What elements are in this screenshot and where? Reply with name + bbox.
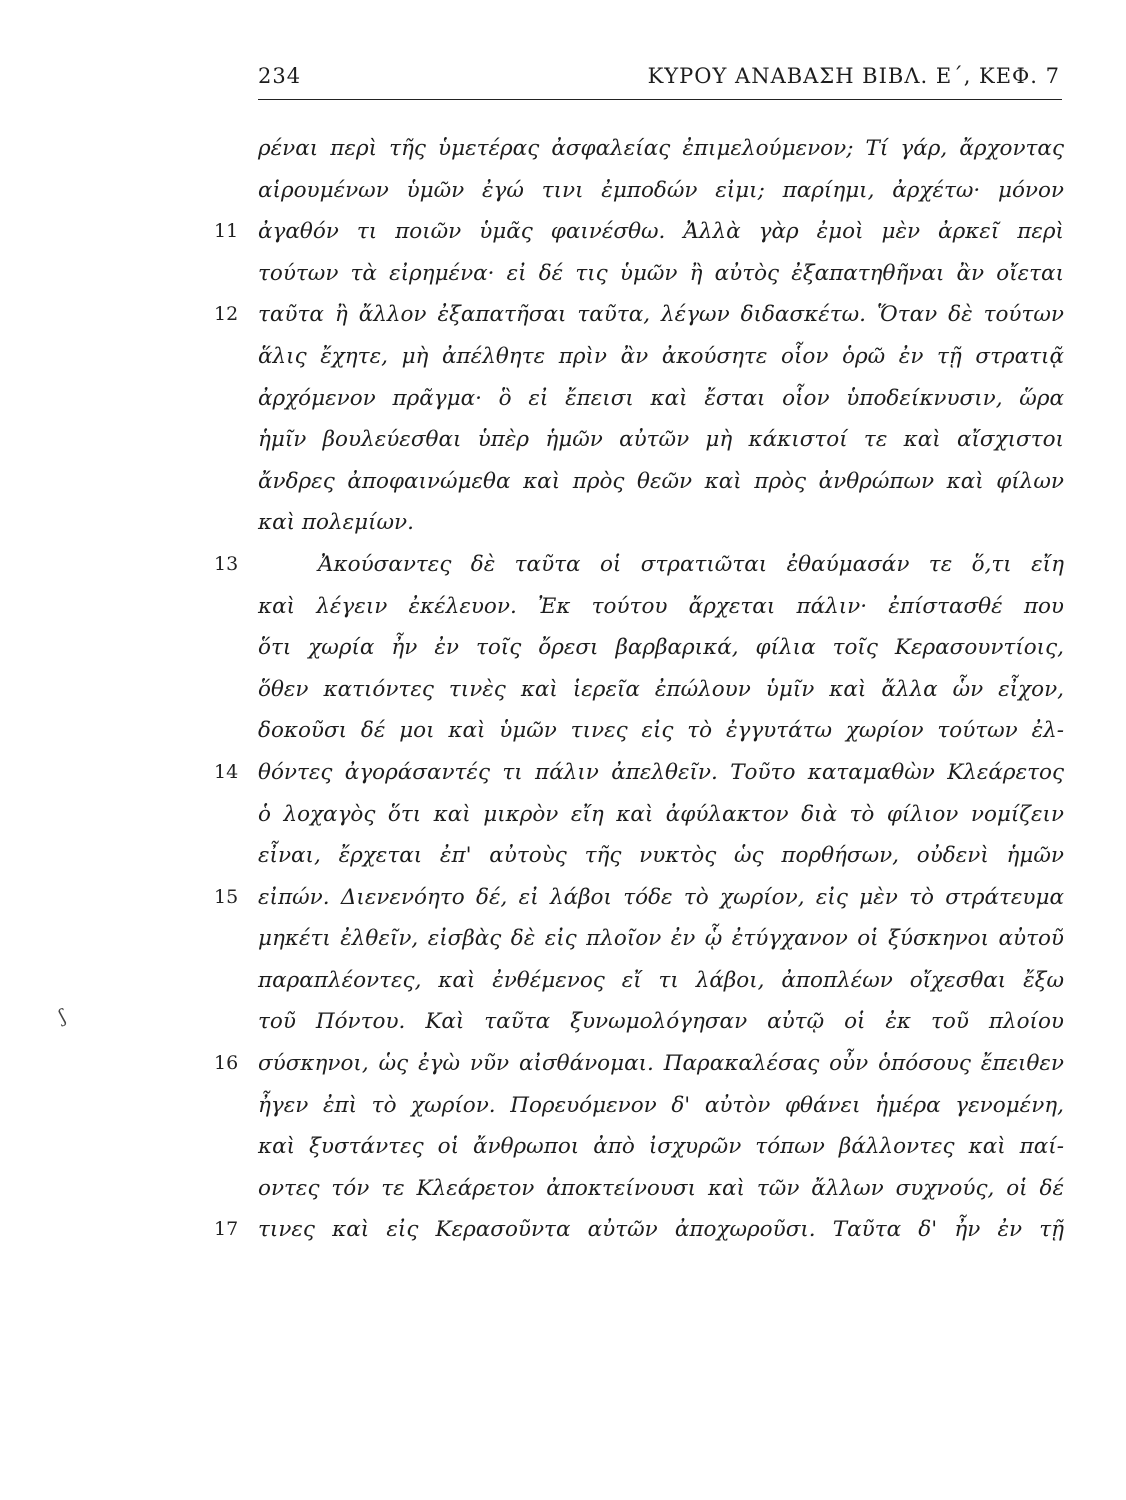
text-line	[214, 752, 1064, 794]
text-line	[258, 669, 1064, 711]
text-line	[214, 1209, 1064, 1251]
line-text: δοκοῦσι δέ μοι καὶ ὑμῶν τινες εἰς τὸ ἐγγυτάτω χωρίον τούτων ἐλ-	[258, 718, 1064, 744]
text-line	[214, 877, 1064, 919]
line-text: ἅλις ἔχητε, μὴ ἀπέλθητε πρὶν ἂν ἀκούσητε οἷον ὁρῶ ἐν τῇ στρατιᾷ	[258, 343, 1064, 369]
line-text: οντες τόν τε Κλεάρετον ἀποκτείνουσι καὶ τῶν ἄλλων συχνούς, οἱ δέ	[258, 1175, 1064, 1201]
line-text: καὶ ξυστάντες οἱ ἄνθρωποι ἀπὸ ἰσχυρῶν τόπων βάλλοντες καὶ παί-	[258, 1134, 1064, 1160]
text-line	[214, 211, 1064, 253]
text-line	[258, 1126, 1064, 1168]
line-text: θόντες ἀγοράσαντές τι πάλιν ἀπελθεῖν. Τοῦτο καταμαθὼν Κλεάρετος	[258, 759, 1064, 785]
text-line	[258, 461, 1064, 503]
text-line	[258, 710, 1064, 752]
page-number: 234	[258, 64, 302, 88]
text-line	[258, 835, 1064, 877]
line-text: εἶναι, ἔρχεται ἐπ' αὐτοὺς τῆς νυκτὸς ὡς πορθήσων, οὐδενὶ ἡμῶν	[258, 843, 1064, 869]
line-text: τοῦ Πόντου. Καὶ ταῦτα ξυνωμολόγησαν αὐτῷ οἱ ἐκ τοῦ πλοίου	[258, 1009, 1064, 1035]
section-number: 17	[214, 1218, 239, 1241]
text-line	[258, 794, 1064, 836]
text-line	[258, 253, 1064, 295]
line-text: Ἀκούσαντες δὲ ταῦτα οἱ στρατιῶται ἐθαύμασάν τε ὅ,τι εἴη	[318, 551, 1064, 577]
stray-pen-mark: ʃ	[56, 1005, 69, 1028]
line-text: ρέναι περὶ τῆς ὑμετέρας ἀσφαλείας ἐπιμελούμενον; Τί γάρ, ἄρχοντας	[258, 136, 1064, 161]
line-text: καὶ πολεμίων.	[258, 510, 414, 536]
section-number: 15	[214, 885, 239, 908]
section-number: 14	[214, 760, 239, 783]
line-text: εἰπών. Διενενόητο δέ, εἰ λάβοι τόδε τὸ χωρίον, εἰς μὲν τὸ στράτευμα	[258, 884, 1064, 910]
line-text: σύσκηνοι, ὡς ἐγὼ νῦν αἰσθάνομαι. Παρακαλέσας οὖν ὁπόσους ἔπειθεν	[258, 1051, 1064, 1077]
text-line	[258, 336, 1064, 378]
page-header	[258, 64, 1062, 104]
text-line	[258, 378, 1064, 420]
line-text: παραπλέοντες, καὶ ἐνθέμενος εἴ τι λάβοι, ἀποπλέων οἴχεσθαι ἔξω	[258, 967, 1064, 993]
text-line	[258, 1001, 1064, 1043]
line-text: τινες καὶ εἰς Κερασοῦντα αὐτῶν ἀποχωροῦσι. Ταῦτα δ' ἦν ἐν τῇ	[258, 1217, 1064, 1243]
line-text: ἄνδρες ἀποφαινώμεθα καὶ πρὸς θεῶν καὶ πρὸς ἀνθρώπων καὶ φίλων	[258, 468, 1064, 494]
line-text: ὅθεν κατιόντες τινὲς καὶ ἱερεῖα ἐπώλουν ὑμῖν καὶ ἄλλα ὧν εἶχον,	[258, 676, 1064, 702]
section-number: 11	[214, 220, 239, 243]
text-line	[258, 419, 1064, 461]
line-text: ὅτι χωρία ἦν ἐν τοῖς ὄρεσι βαρβαρικά, φίλια τοῖς Κερασουντίοις,	[258, 635, 1064, 661]
line-text: ταῦτα ἢ ἄλλον ἐξαπατῆσαι ταῦτα, λέγων διδασκέτω. Ὅταν δὲ τούτων	[258, 302, 1064, 328]
line-text: καὶ λέγειν ἐκέλευον. Ἐκ τούτου ἄρχεται πάλιν· ἐπίστασθέ που	[258, 593, 1064, 619]
section-number: 12	[214, 303, 239, 326]
text-line	[258, 1085, 1064, 1127]
section-number: 16	[214, 1052, 239, 1075]
text-line	[258, 918, 1064, 960]
text-line	[258, 586, 1064, 628]
line-text: ἡμῖν βουλεύεσθαι ὑπὲρ ἡμῶν αὐτῶν μὴ κάκιστοί τε καὶ αἴσχιστοι	[258, 427, 1064, 453]
section-number: 13	[214, 552, 239, 575]
line-text: τούτων τὰ εἰρημένα· εἰ δέ τις ὑμῶν ἢ αὐτὸς ἐξαπατηθῆναι ἂν οἴεται	[258, 260, 1064, 286]
main-text	[214, 128, 1064, 1251]
text-line	[214, 544, 1064, 586]
text-line	[258, 170, 1064, 212]
text-line	[214, 294, 1064, 336]
line-text: μηκέτι ἐλθεῖν, εἰσβὰς δὲ εἰς πλοῖον ἐν ᾧ ἐτύγχανον οἱ ξύσκηνοι αὐτοῦ	[258, 926, 1064, 952]
line-text: ὁ λοχαγὸς ὅτι καὶ μικρὸν εἴη καὶ ἀφύλακτον διὰ τὸ φίλιον νομίζειν	[258, 801, 1064, 827]
header-rule	[258, 99, 1062, 100]
line-text: ἦγεν ἐπὶ τὸ χωρίον. Πορευόμενον δ' αὐτὸν φθάνει ἡμέρα γενομένη,	[258, 1092, 1064, 1118]
text-line	[258, 128, 1064, 170]
text-line	[258, 502, 1064, 544]
text-line	[214, 1043, 1064, 1085]
text-line	[258, 627, 1064, 669]
line-text: αἱρουμένων ὑμῶν ἐγώ τινι ἐμποδών εἰμι; παρίημι, ἀρχέτω· μόνον	[258, 177, 1064, 203]
line-text: ἀγαθόν τι ποιῶν ὑμᾶς φαινέσθω. Ἀλλὰ γὰρ ἐμοὶ μὲν ἀρκεῖ περὶ	[258, 219, 1064, 245]
text-line	[258, 1168, 1064, 1210]
running-head: ΚΥΡΟΥ ΑΝΑΒΑΣΗ ΒΙΒΛ. Ε΄, ΚΕΦ. 7	[647, 64, 1060, 88]
line-text: ἀρχόμενον πρᾶγμα· ὃ εἰ ἔπεισι καὶ ἔσται οἷον ὑποδείκνυσιν, ὥρα	[258, 385, 1064, 411]
text-line	[258, 960, 1064, 1002]
